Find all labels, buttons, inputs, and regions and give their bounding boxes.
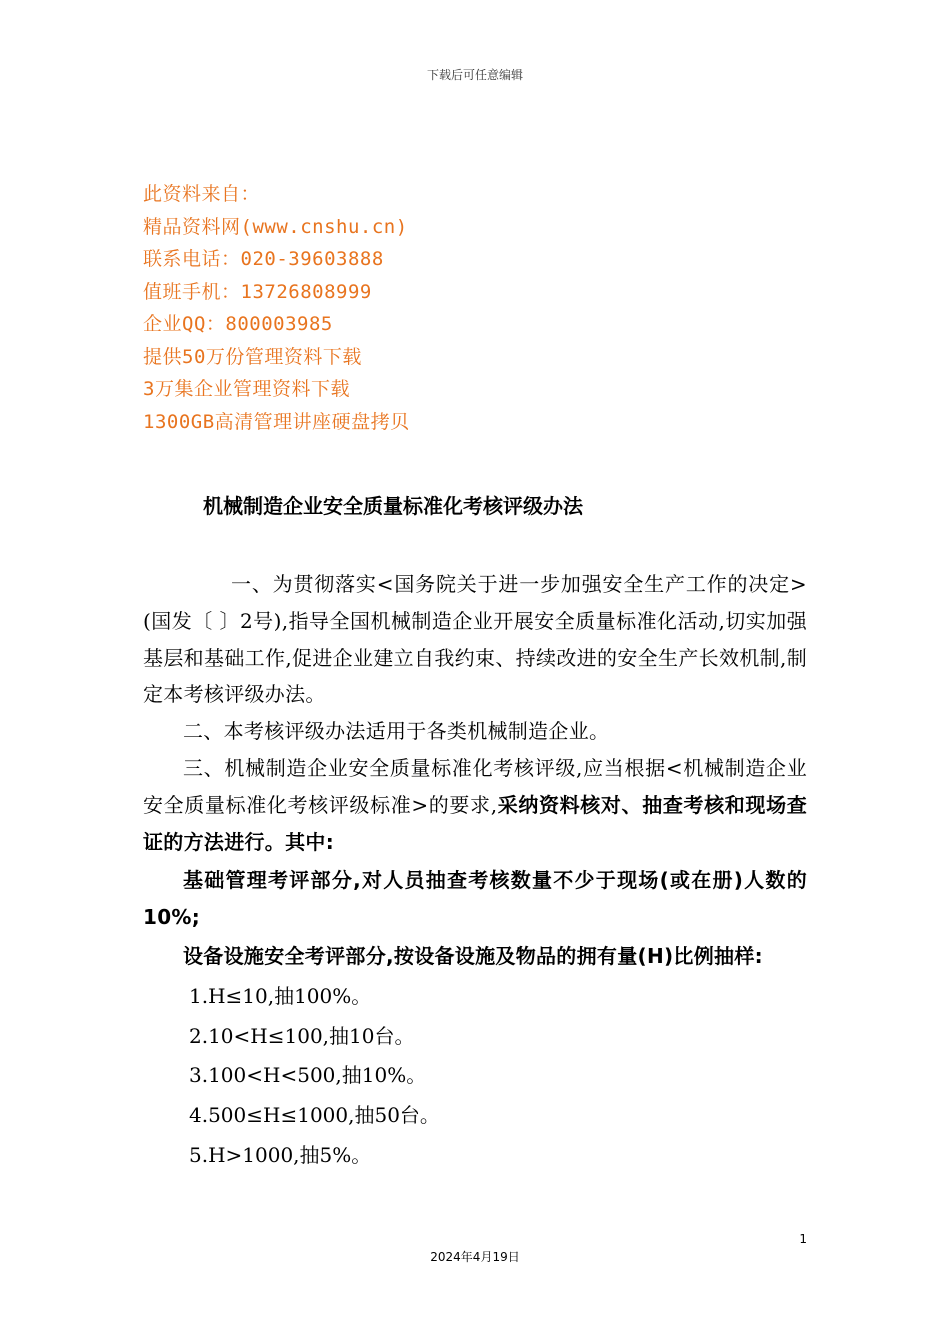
source-info-block <box>143 178 843 438</box>
offer-line-2: 3万集企业管理资料下载 <box>143 378 350 400</box>
website-line: 精品资料网(www.cnshu.cn) <box>143 215 408 238</box>
qq-line: 企业QQ：800003985 <box>143 313 333 335</box>
paragraph-purpose: 一、为贯彻落实<国务院关于进一步加强安全生产工作的决定>(国发〔 〕2号),指导全国机械制造企业开展安全质量标准化活动,切实加强基层和基础工作,促进企业建立自我约束、持续改进的安全生产长效机制,制定本考核评级办法。 <box>143 572 807 707</box>
source-line: 此资料来自： <box>143 183 261 205</box>
header-note: 下载后可任意编辑 <box>426 68 523 82</box>
document-body <box>143 566 807 1176</box>
phone-line: 联系电话：020-39603888 <box>143 248 384 270</box>
list-item: 1.H≤10,抽100%。 <box>189 983 372 1008</box>
document-title: 机械制造企业安全质量标准化考核评级办法 <box>203 494 583 518</box>
paragraph-method <box>143 750 807 860</box>
offer-line-1: 提供50万份管理资料下载 <box>143 345 362 368</box>
list-item: 3.100<H<500,抽10%。 <box>189 1063 427 1088</box>
list-item: 5.H>1000,抽5%。 <box>189 1142 372 1167</box>
list-item: 2.10<H≤100,抽10台。 <box>189 1023 415 1048</box>
list-item: 4.500≤H≤1000,抽50台。 <box>189 1103 440 1128</box>
sampling-list <box>143 977 807 1176</box>
paragraph-method-text: 三、机械制造企业安全质量标准化考核评级,应当根据<机械制造企业安全质量标准化考核评级标准>的要求, <box>143 755 807 817</box>
paragraph-equipment: 设备设施安全考评部分,按设备设施及物品的拥有量(H)比例抽样: <box>183 943 763 968</box>
offer-line-3: 1300GB高清管理讲座硬盘拷贝 <box>143 410 410 433</box>
footer-date: 2024年4月19日 <box>430 1250 520 1264</box>
paragraph-basic-management: 基础管理考评部分,对人员抽查考核数量不少于现场(或在册)人数的10%; <box>143 868 807 930</box>
paragraph-method-bold: 采纳资料核对、抽查考核和现场查证的方法进行。其中: <box>143 792 808 854</box>
paragraph-scope: 二、本考核评级办法适用于各类机械制造企业。 <box>183 719 610 744</box>
page-number: 1 <box>799 1232 807 1246</box>
mobile-line: 值班手机：13726808999 <box>143 280 372 303</box>
